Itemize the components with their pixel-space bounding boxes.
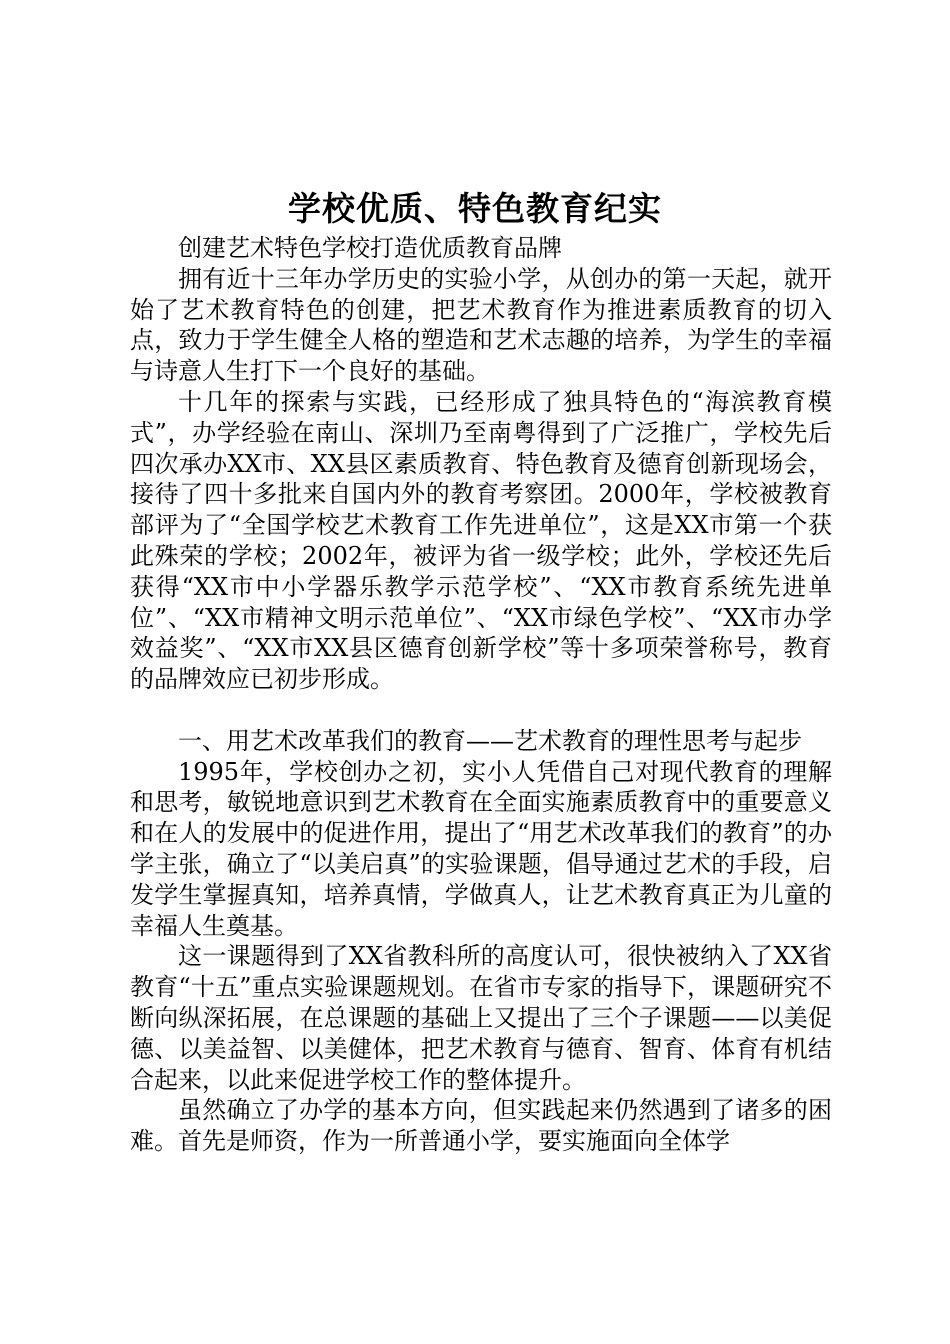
body-paragraph: 十几年的探索与实践，已经形成了独具特色的“海滨教育模式”，办学经验在南山、深圳乃至南粤得到了广泛推广，学校先后四次承办XX市、XX县区素质教育、特色教育及德育创新现场会，接待了四十多批来自国内外的教育考察团。2000年，学校被教育部评为了“全国学校艺术教育工作先进单位”，这是XX市第一个获此殊荣的学校；2002年，被评为省一级学校；此外，学校还先后获得“XX市中小学器乐教学示范学校”、“XX市教育系统先进单位”、“XX市精神文明示范单位”、“XX市绿色学校”、“XX市办学效益奖”、“XX市XX县区德育创新学校”等十多项荣誉称号，教育的品牌效应已初步形成。 xyxy=(130,387,832,694)
body-paragraph: 虽然确立了办学的基本方向，但实践起来仍然遇到了诸多的困难。首先是师资，作为一所普通小学，要实施面向全体学 xyxy=(130,1096,832,1156)
body-paragraph: 拥有近十三年办学历史的实验小学，从创办的第一天起，就开始了艺术教育特色的创建，把艺术教育作为推进素质教育的切入点，致力于学生健全人格的塑造和艺术志趣的培养，为学生的幸福与诗意人生打下一个良好的基础。 xyxy=(130,264,832,386)
body-paragraph: 1995年，学校创办之初，实小人凭借自己对现代教育的理解和思考，敏锐地意识到艺术教育在全面实施素质教育中的重要意义和在人的发展中的促进作用，提出了“用艺术改革我们的教育”的办学主张，确立了“以美启真”的实验课题，倡导通过艺术的手段，启发学生掌握真知，培养真情，学做真人，让艺术教育真正为儿童的幸福人生奠基。 xyxy=(130,757,832,940)
document-title: 学校优质、特色教育纪实 xyxy=(288,189,662,228)
subtitle-paragraph: 创建艺术特色学校打造优质教育品牌 xyxy=(178,234,562,262)
document-body xyxy=(130,233,832,1157)
section-heading: 一、用艺术改革我们的教育——艺术教育的理性思考与起步 xyxy=(178,726,802,755)
body-paragraph: 这一课题得到了XX省教科所的高度认可，很快被纳入了XX省教育“十五”重点实验课题规划。在省市专家的指导下，课题研究不断向纵深拓展，在总课题的基础上又提出了三个子课题——以美促德、以美益智、以美健体，把艺术教育与德育、智育、体育有机结合起来，以此来促进学校工作的整体提升。 xyxy=(130,942,832,1094)
